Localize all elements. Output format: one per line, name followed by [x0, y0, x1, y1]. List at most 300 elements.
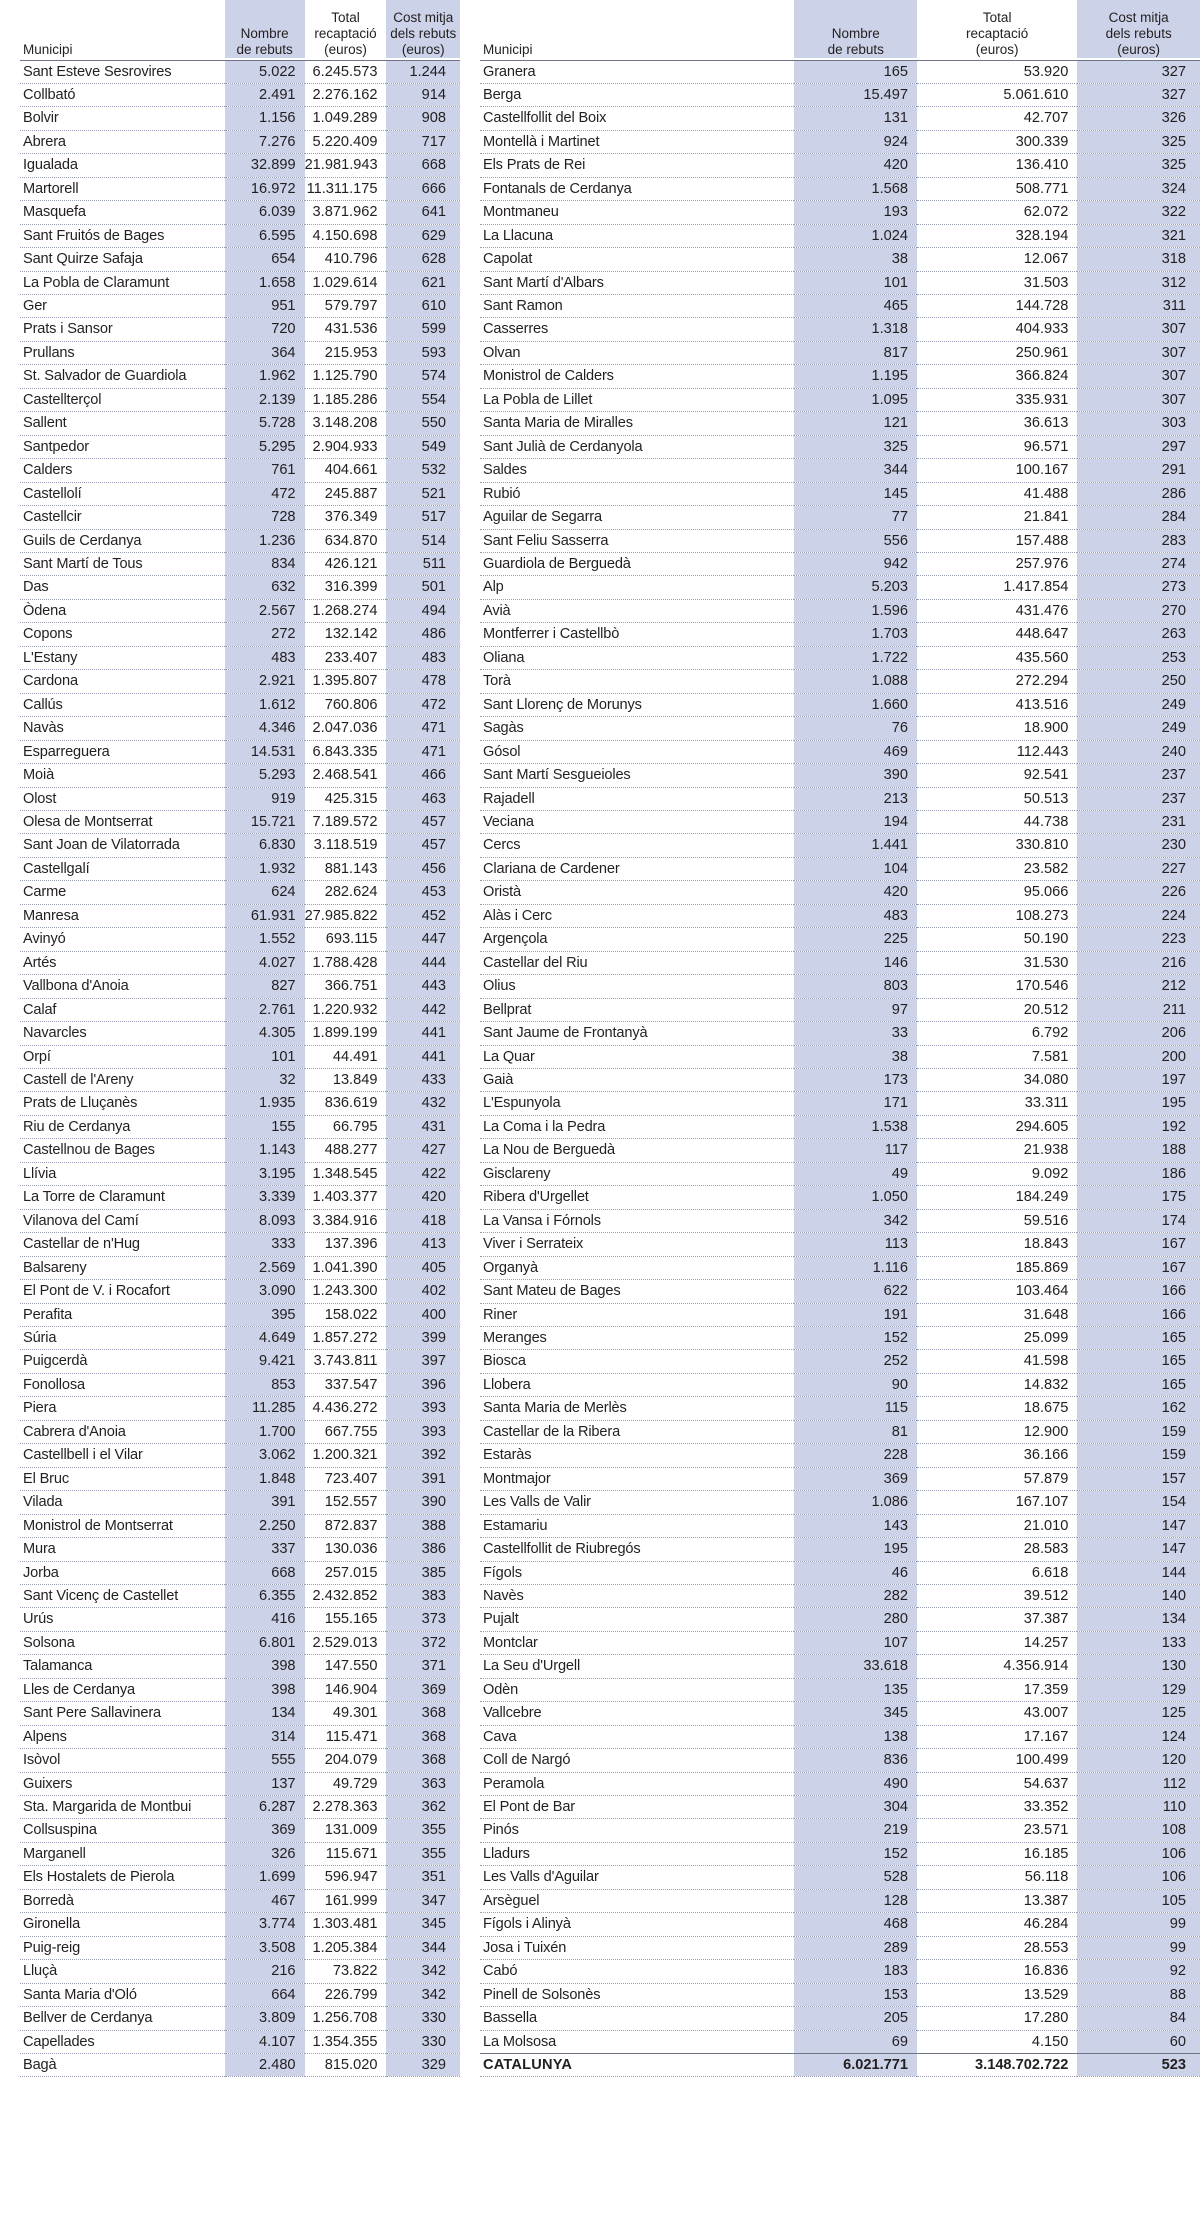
table-row	[480, 341, 1200, 364]
cell-total: 3.384.916	[305, 1209, 387, 1232]
cell-total: 836.619	[305, 1092, 387, 1115]
cell-receipts: 1.932	[225, 857, 305, 880]
cell-receipts: 134	[225, 1702, 305, 1725]
cell-receipts: 1.699	[225, 1866, 305, 1889]
cell-municipality: Òdena	[20, 599, 225, 622]
cell-receipts: 6.021.771	[794, 2054, 917, 2077]
cell-receipts: 115	[794, 1397, 917, 1420]
cell-total: 2.047.036	[305, 717, 387, 740]
cell-total: 131.009	[305, 1819, 387, 1842]
table-row	[480, 506, 1200, 529]
cell-total: 3.871.962	[305, 201, 387, 224]
cell-cost: 466	[386, 764, 460, 787]
total-line3: (euros)	[975, 42, 1019, 58]
table-row	[480, 1467, 1200, 1490]
table-row	[480, 1303, 1200, 1326]
cell-municipality: Cardona	[20, 670, 225, 693]
cell-cost: 263	[1077, 623, 1200, 646]
table-row	[480, 787, 1200, 810]
cell-total: 4.150.698	[305, 224, 387, 247]
cell-receipts: 117	[794, 1139, 917, 1162]
cell-municipality: Sant Pere Sallavinera	[20, 1702, 225, 1725]
cell-cost: 550	[386, 412, 460, 435]
cell-total: 2.529.013	[305, 1631, 387, 1654]
cell-receipts: 1.568	[794, 177, 917, 200]
cell-receipts: 2.567	[225, 599, 305, 622]
cell-cost: 325	[1077, 154, 1200, 177]
cell-municipality: Les Valls d'Aguilar	[480, 1866, 794, 1889]
cell-municipality: Veciana	[480, 811, 794, 834]
cell-cost: 483	[386, 646, 460, 669]
cell-municipality: Sant Fruitós de Bages	[20, 224, 225, 247]
cell-municipality: Ribera d'Urgellet	[480, 1186, 794, 1209]
cell-receipts: 289	[794, 1936, 917, 1959]
cell-cost: 396	[386, 1373, 460, 1396]
cell-cost: 284	[1077, 506, 1200, 529]
table-row	[20, 2030, 460, 2053]
table-row	[480, 1678, 1200, 1701]
cell-cost: 167	[1077, 1233, 1200, 1256]
cell-total: 49.301	[305, 1702, 387, 1725]
cell-cost: 329	[386, 2054, 460, 2077]
cell-receipts: 14.531	[225, 740, 305, 763]
cell-total: 18.675	[917, 1397, 1077, 1420]
cell-cost: 330	[386, 2007, 460, 2030]
cell-municipality: Olost	[20, 787, 225, 810]
cell-cost: 431	[386, 1115, 460, 1138]
cell-receipts: 483	[794, 904, 917, 927]
cell-municipality: Cava	[480, 1725, 794, 1748]
cell-receipts: 369	[794, 1467, 917, 1490]
cell-cost: 368	[386, 1725, 460, 1748]
cell-municipality: Alpens	[20, 1725, 225, 1748]
table-row	[20, 1796, 460, 1819]
table-row	[480, 1889, 1200, 1912]
cell-municipality: Els Prats de Rei	[480, 154, 794, 177]
cell-municipality: Fígols	[480, 1561, 794, 1584]
cell-municipality: La Pobla de Lillet	[480, 388, 794, 411]
cell-total: 53.920	[917, 60, 1077, 83]
cell-municipality: La Coma i la Pedra	[480, 1115, 794, 1138]
cell-cost: 717	[386, 130, 460, 153]
table-row	[20, 2054, 460, 2077]
column-header-municipality	[480, 0, 794, 58]
cell-cost: 554	[386, 388, 460, 411]
cell-municipality: Calders	[20, 459, 225, 482]
cell-receipts: 490	[794, 1772, 917, 1795]
cell-municipality: Montclar	[480, 1631, 794, 1654]
cell-total: 7.581	[917, 1045, 1077, 1068]
cell-municipality: Sant Mateu de Bages	[480, 1280, 794, 1303]
table-row	[480, 1983, 1200, 2006]
cell-cost: 369	[386, 1678, 460, 1701]
table-row	[20, 951, 460, 974]
cell-municipality: Sant Martí de Tous	[20, 553, 225, 576]
table-row	[480, 1796, 1200, 1819]
cell-receipts: 326	[225, 1842, 305, 1865]
table-row	[480, 1631, 1200, 1654]
table-row	[20, 1139, 460, 1162]
cell-cost: 134	[1077, 1608, 1200, 1631]
cell-receipts: 145	[794, 482, 917, 505]
table-row	[20, 412, 460, 435]
column-header-cost	[1077, 0, 1200, 58]
table-row	[20, 1467, 460, 1490]
table-row	[20, 1960, 460, 1983]
table-row	[20, 811, 460, 834]
cell-cost: 99	[1077, 1913, 1200, 1936]
table-row	[480, 1584, 1200, 1607]
table-row	[20, 740, 460, 763]
cell-receipts: 252	[794, 1350, 917, 1373]
table-row	[20, 1491, 460, 1514]
cell-cost: 157	[1077, 1467, 1200, 1490]
cell-receipts: 803	[794, 975, 917, 998]
column-header-municipality	[20, 0, 225, 58]
cell-receipts: 1.441	[794, 834, 917, 857]
cell-total: 5.220.409	[305, 130, 387, 153]
cell-total: 157.488	[917, 529, 1077, 552]
cell-total: 1.348.545	[305, 1162, 387, 1185]
cell-receipts: 654	[225, 248, 305, 271]
cell-receipts: 5.022	[225, 60, 305, 83]
table-row	[20, 1373, 460, 1396]
cell-receipts: 46	[794, 1561, 917, 1584]
cell-municipality: Santa Maria de Merlès	[480, 1397, 794, 1420]
cell-receipts: 1.703	[794, 623, 917, 646]
cell-receipts: 304	[794, 1796, 917, 1819]
cell-municipality: Pinós	[480, 1819, 794, 1842]
column-header-total	[305, 0, 387, 58]
cell-municipality: Fontanals de Cerdanya	[480, 177, 794, 200]
cell-cost: 166	[1077, 1280, 1200, 1303]
cell-receipts: 1.088	[794, 670, 917, 693]
cell-cost: 432	[386, 1092, 460, 1115]
cell-receipts: 38	[794, 248, 917, 271]
cell-total: 272.294	[917, 670, 1077, 693]
cell-receipts: 6.801	[225, 1631, 305, 1654]
cell-municipality: Sant Joan de Vilatorrada	[20, 834, 225, 857]
cost-line1: Cost mitja	[1108, 10, 1169, 26]
cell-receipts: 4.649	[225, 1326, 305, 1349]
cell-municipality: Castellgalí	[20, 857, 225, 880]
cell-cost: 471	[386, 740, 460, 763]
cell-total: 50.190	[917, 928, 1077, 951]
cell-total: 1.243.300	[305, 1280, 387, 1303]
cell-cost: 392	[386, 1444, 460, 1467]
cell-receipts: 469	[794, 740, 917, 763]
cell-cost: 355	[386, 1842, 460, 1865]
cell-cost: 452	[386, 904, 460, 927]
cell-receipts: 3.195	[225, 1162, 305, 1185]
table-row	[20, 1631, 460, 1654]
cell-municipality: El Pont de Bar	[480, 1796, 794, 1819]
cell-receipts: 146	[794, 951, 917, 974]
cell-municipality: Marganell	[20, 1842, 225, 1865]
cell-total: 56.118	[917, 1866, 1077, 1889]
cell-cost: 195	[1077, 1092, 1200, 1115]
receipts-line1: Nombre	[831, 26, 880, 42]
cell-municipality: Sant Jaume de Frontanyà	[480, 1022, 794, 1045]
cell-receipts: 101	[225, 1045, 305, 1068]
cell-municipality: La Molsosa	[480, 2030, 794, 2053]
cell-total: 6.792	[917, 1022, 1077, 1045]
cell-total: 33.352	[917, 1796, 1077, 1819]
table-row	[20, 693, 460, 716]
cell-receipts: 1.050	[794, 1186, 917, 1209]
cell-total: 723.407	[305, 1467, 387, 1490]
cell-receipts: 219	[794, 1819, 917, 1842]
cell-receipts: 632	[225, 576, 305, 599]
table-row	[480, 388, 1200, 411]
cell-municipality: L'Estany	[20, 646, 225, 669]
cell-receipts: 191	[794, 1303, 917, 1326]
cell-total: 21.010	[917, 1514, 1077, 1537]
cell-municipality: Castellfollit del Boix	[480, 107, 794, 130]
cell-cost: 355	[386, 1819, 460, 1842]
cell-cost: 413	[386, 1233, 460, 1256]
table-row	[20, 1280, 460, 1303]
cell-total: 3.148.702.722	[917, 2054, 1077, 2077]
cell-total: 137.396	[305, 1233, 387, 1256]
cell-total: 3.148.208	[305, 412, 387, 435]
table-row	[20, 459, 460, 482]
cell-municipality: Jorba	[20, 1561, 225, 1584]
cell-receipts: 152	[794, 1326, 917, 1349]
table-row	[20, 1655, 460, 1678]
cell-cost: 110	[1077, 1796, 1200, 1819]
cell-total: 300.339	[917, 130, 1077, 153]
cell-receipts: 165	[794, 60, 917, 83]
cell-municipality: El Bruc	[20, 1467, 225, 1490]
table-row	[20, 1749, 460, 1772]
cell-cost: 166	[1077, 1303, 1200, 1326]
cell-municipality: Olius	[480, 975, 794, 998]
cell-cost: 511	[386, 553, 460, 576]
cell-total: 62.072	[917, 201, 1077, 224]
right-table-body	[480, 60, 1200, 2077]
cell-municipality: Fonollosa	[20, 1373, 225, 1396]
table-row	[20, 1561, 460, 1584]
cell-cost: 165	[1077, 1373, 1200, 1396]
cell-total: 41.598	[917, 1350, 1077, 1373]
cell-total: 136.410	[917, 154, 1077, 177]
cell-total: 184.249	[917, 1186, 1077, 1209]
cell-municipality: Gisclareny	[480, 1162, 794, 1185]
cell-receipts: 7.276	[225, 130, 305, 153]
cell-receipts: 38	[794, 1045, 917, 1068]
table-row	[480, 1561, 1200, 1584]
cell-municipality: Esparreguera	[20, 740, 225, 763]
cell-cost: 283	[1077, 529, 1200, 552]
cell-municipality: Sagàs	[480, 717, 794, 740]
cell-total: 95.066	[917, 881, 1077, 904]
cell-receipts: 101	[794, 271, 917, 294]
cell-receipts: 5.203	[794, 576, 917, 599]
table-row	[20, 1889, 460, 1912]
left-table	[20, 0, 460, 2077]
cell-municipality: Masquefa	[20, 201, 225, 224]
cell-cost: 368	[386, 1749, 460, 1772]
cell-total: 2.904.933	[305, 435, 387, 458]
cost-line1: Cost mitja	[393, 10, 454, 26]
cell-receipts: 364	[225, 341, 305, 364]
table-row	[480, 1045, 1200, 1068]
cell-cost: 486	[386, 623, 460, 646]
cell-cost: 307	[1077, 365, 1200, 388]
table-row	[20, 717, 460, 740]
cell-total: 404.933	[917, 318, 1077, 341]
cell-total: 257.015	[305, 1561, 387, 1584]
table-row	[20, 998, 460, 1021]
cell-receipts: 6.595	[225, 224, 305, 247]
table-row	[20, 1936, 460, 1959]
cell-municipality: Avinyó	[20, 928, 225, 951]
table-row	[20, 1584, 460, 1607]
cell-total: 634.870	[305, 529, 387, 552]
cell-municipality: Riner	[480, 1303, 794, 1326]
cell-cost: 60	[1077, 2030, 1200, 2053]
cell-receipts: 61.931	[225, 904, 305, 927]
cell-cost: 443	[386, 975, 460, 998]
cell-receipts: 104	[794, 857, 917, 880]
table-row	[20, 1022, 460, 1045]
cell-receipts: 193	[794, 201, 917, 224]
cell-municipality: Borredà	[20, 1889, 225, 1912]
cell-cost: 325	[1077, 130, 1200, 153]
cell-receipts: 3.508	[225, 1936, 305, 1959]
cell-total: 17.167	[917, 1725, 1077, 1748]
cell-cost: 368	[386, 1702, 460, 1725]
cell-receipts: 728	[225, 506, 305, 529]
cell-receipts: 213	[794, 787, 917, 810]
table-row	[20, 506, 460, 529]
cell-municipality: Moià	[20, 764, 225, 787]
cell-receipts: 15.497	[794, 83, 917, 106]
cell-receipts: 4.027	[225, 951, 305, 974]
cell-cost: 441	[386, 1022, 460, 1045]
cell-cost: 418	[386, 1209, 460, 1232]
table-row	[480, 1162, 1200, 1185]
table-row	[20, 482, 460, 505]
table-row	[20, 2007, 460, 2030]
cell-municipality: Gósol	[480, 740, 794, 763]
cell-municipality: Castell de l'Areny	[20, 1068, 225, 1091]
cell-municipality: Prats i Sansor	[20, 318, 225, 341]
cell-receipts: 128	[794, 1889, 917, 1912]
cell-municipality: Olvan	[480, 341, 794, 364]
table-row	[480, 951, 1200, 974]
cell-total: 760.806	[305, 693, 387, 716]
table-row	[20, 787, 460, 810]
cell-municipality: Riu de Cerdanya	[20, 1115, 225, 1138]
cell-cost: 321	[1077, 224, 1200, 247]
cell-cost: 120	[1077, 1749, 1200, 1772]
receipts-line2: de rebuts	[827, 42, 884, 58]
cell-cost: 405	[386, 1256, 460, 1279]
cost-line3: (euros)	[401, 42, 445, 58]
cell-municipality: Peramola	[480, 1772, 794, 1795]
cell-municipality: Lladurs	[480, 1842, 794, 1865]
cell-municipality: Castellolí	[20, 482, 225, 505]
cell-cost: 517	[386, 506, 460, 529]
cell-receipts: 1.660	[794, 693, 917, 716]
cell-receipts: 836	[794, 1749, 917, 1772]
cell-total: 17.280	[917, 2007, 1077, 2030]
table-row	[480, 271, 1200, 294]
cell-receipts: 420	[794, 881, 917, 904]
cell-cost: 427	[386, 1139, 460, 1162]
cell-receipts: 472	[225, 482, 305, 505]
cell-receipts: 6.287	[225, 1796, 305, 1819]
table-row	[480, 1514, 1200, 1537]
cell-municipality: Súria	[20, 1326, 225, 1349]
cell-municipality: La Seu d'Urgell	[480, 1655, 794, 1678]
cell-total: 1.417.854	[917, 576, 1077, 599]
cell-total: 21.981.943	[305, 154, 387, 177]
cell-cost: 523	[1077, 2054, 1200, 2077]
cell-total: 20.512	[917, 998, 1077, 1021]
cell-receipts: 314	[225, 1725, 305, 1748]
cell-cost: 211	[1077, 998, 1200, 1021]
cell-receipts: 827	[225, 975, 305, 998]
cell-total: 112.443	[917, 740, 1077, 763]
table-row	[480, 1022, 1200, 1045]
table-row	[480, 2007, 1200, 2030]
cell-municipality: St. Salvador de Guardiola	[20, 365, 225, 388]
column-header-receipts	[225, 0, 305, 58]
cell-total: 2.276.162	[305, 83, 387, 106]
cell-receipts: 817	[794, 341, 917, 364]
cell-cost: 391	[386, 1467, 460, 1490]
table-row	[20, 295, 460, 318]
cell-total: 282.624	[305, 881, 387, 904]
cell-receipts: 3.062	[225, 1444, 305, 1467]
table-row	[480, 1702, 1200, 1725]
cell-cost: 167	[1077, 1256, 1200, 1279]
cell-total: 73.822	[305, 1960, 387, 1983]
cell-municipality: Granera	[480, 60, 794, 83]
cell-total: 18.843	[917, 1233, 1077, 1256]
cell-cost: 383	[386, 1584, 460, 1607]
cell-receipts: 467	[225, 1889, 305, 1912]
right-table-block	[480, 0, 1200, 2077]
cell-total: 100.499	[917, 1749, 1077, 1772]
table-row	[20, 975, 460, 998]
cell-municipality: Guardiola de Berguedà	[480, 553, 794, 576]
table-row	[20, 1303, 460, 1326]
cell-total: 1.029.614	[305, 271, 387, 294]
cell-receipts: 1.236	[225, 529, 305, 552]
cell-cost: 390	[386, 1491, 460, 1514]
cell-receipts: 121	[794, 412, 917, 435]
cell-municipality: Aguilar de Segarra	[480, 506, 794, 529]
cell-cost: 593	[386, 341, 460, 364]
cell-municipality: Carme	[20, 881, 225, 904]
cell-receipts: 853	[225, 1373, 305, 1396]
table-row	[20, 599, 460, 622]
cell-receipts: 11.285	[225, 1397, 305, 1420]
cell-total: 881.143	[305, 857, 387, 880]
cell-receipts: 4.305	[225, 1022, 305, 1045]
cell-cost: 175	[1077, 1186, 1200, 1209]
cell-cost: 494	[386, 599, 460, 622]
cell-municipality: Santpedor	[20, 435, 225, 458]
cell-total: 42.707	[917, 107, 1077, 130]
cell-total: 233.407	[305, 646, 387, 669]
cell-municipality: Pinell de Solsonès	[480, 1983, 794, 2006]
table-row	[20, 1092, 460, 1115]
